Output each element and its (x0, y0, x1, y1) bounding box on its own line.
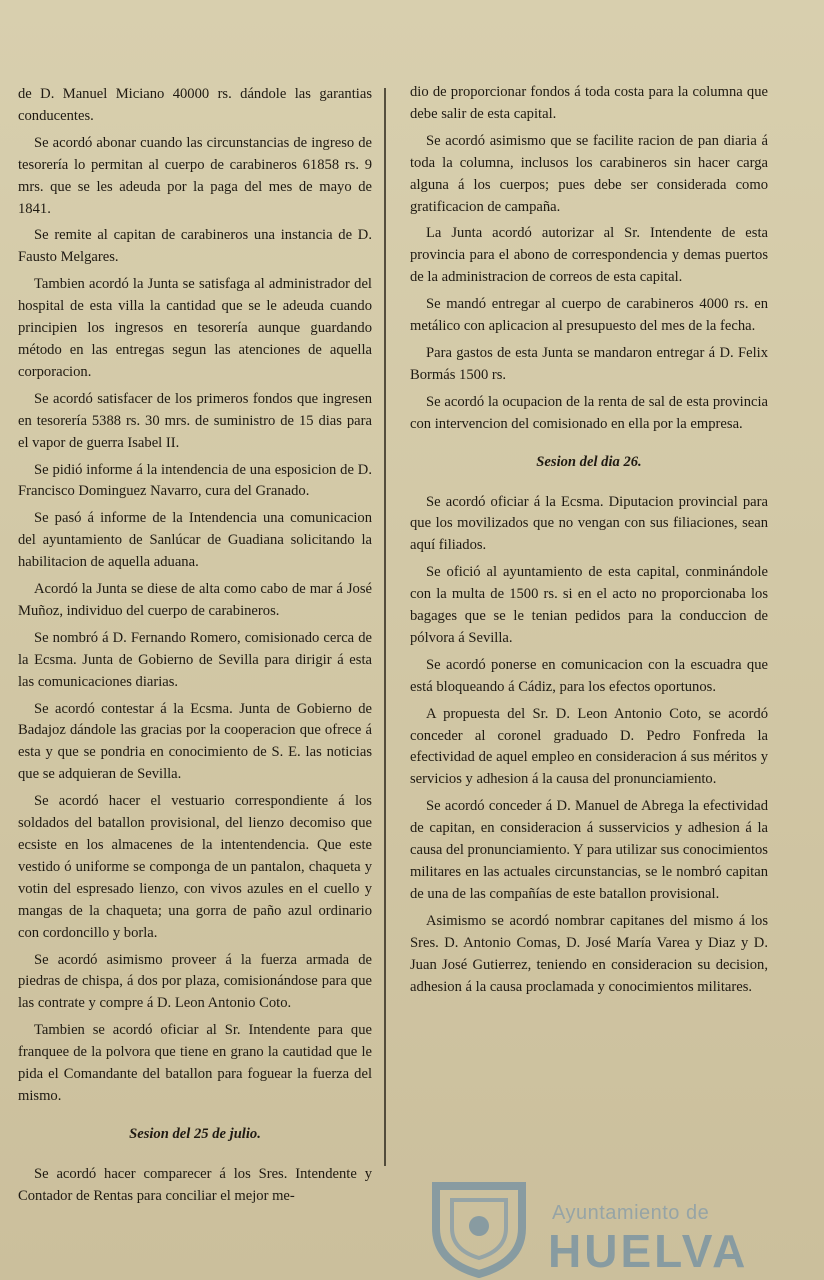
paragraph: La Junta acordó autorizar al Sr. Intendente de esta provincia para el abono de correspondencia y demas puertos de la administracion de correos de esta capital. (410, 225, 768, 286)
paragraph: Se acordó contestar á la Ecsma. Junta de Gobierno de Badajoz dándole las gracias por la cooperacion que ofrece á esta y que se pondria en conocimiento de S. E. las noticias que se adquieran de Sevilla. (18, 700, 372, 783)
paragraph: Para gastos de esta Junta se mandaron entregar á D. Felix Bormás 1500 rs. (410, 344, 768, 383)
paragraph: Se acordó oficiar á la Ecsma. Diputacion provincial para que los movilizados que no vengan con sus filiaciones, sean aquí filiados. (410, 493, 768, 554)
paragraph: Se acordó hacer el vestuario correspondiente á los soldados del batallon provisional, del lienzo decomiso que ecsiste en los almacenes de la intentendencia. Que este vestido ó uniforme se componga de un pantalon, chaqueta y votin del espresado lienzo, con vivos azules en el cuello y mangas de la chaqueta; una gorra de paño azul ordinario con cordoncillo y borla. (18, 793, 372, 941)
watermark (418, 1160, 748, 1280)
paragraph: Se remite al capitan de carabineros una instancia de D. Fausto Melgares. (18, 227, 372, 266)
session-heading: Sesion del dia 26. (536, 453, 642, 470)
paragraph: Se acordó asimismo que se facilite racion de pan diaria á toda la columna, inclusos los carabineros sin hacer carga alguna á los cuerpos; pues debe ser considerada como gratificacion de campaña. (410, 132, 768, 215)
coat-of-arms-icon (424, 1178, 534, 1278)
paragraph: Se nombró á D. Fernando Romero, comisionado cerca de la Ecsma. Junta de Gobierno de Sevilla para dirigir á esta las comunicaciones diarias. (18, 629, 372, 690)
paragraph: Se pidió informe á la intendencia de una esposicion de D. Francisco Dominguez Navarro, cura del Granado. (18, 461, 372, 500)
paragraph: Asimismo se acordó nombrar capitanes del mismo á los Sres. D. Antonio Comas, D. José María Varea y Diaz y D. Juan José Gutierrez, teniendo en consideracion su decision, adhesion á la causa proclamada y conocimientos militares. (410, 912, 768, 995)
paragraph: Tambien se acordó oficiar al Sr. Intendente para que franquee de la polvora que tiene en grano la cautidad que le pida el Comandante del batallon para foguear la fuerza del mismo. (18, 1022, 372, 1104)
left-column (18, 84, 372, 1213)
paragraph: Se acordó satisfacer de los primeros fondos que ingresen en tesorería 5388 rs. 30 mrs. de suministro de 15 dias para el vapor de guerra Isabel II. (18, 390, 372, 451)
paragraph: Se acordó la ocupacion de la renta de sal de esta provincia con intervencion del comisionado en ella por la empresa. (410, 393, 768, 432)
watermark-title: HUELVA (548, 1225, 749, 1277)
paragraph: Acordó la Junta se diese de alta como cabo de mar á José Muñoz, individuo del cuerpo de carabineros. (18, 581, 372, 619)
paragraph: Se acordó asimismo proveer á la fuerza armada de piedras de chispa, á dos por plaza, comisionándose para que las contrate y compre á D. Leon Antonio Coto. (18, 951, 372, 1012)
paragraph: Se acordó abonar cuando las circunstancias de ingreso de tesorería lo permitan al cuerpo de carabineros 61858 rs. 9 mrs. que se les adeuda por la paga del mes de mayo de 1841. (18, 134, 372, 217)
paragraph: Tambien acordó la Junta se satisfaga al administrador del hospital de esta villa la cantidad que se le adeuda cuando principien los ingresos en tesorería aunque guardando método en las entregas segun las atenciones de aquella corporacion. (18, 276, 372, 380)
paragraph: A propuesta del Sr. D. Leon Antonio Coto, se acordó conceder al coronel graduado D. Pedro Fonfreda la efectividad de aquel empleo en consideracion á sus méritos y servicios y adhesion á la causa del pronunciamiento. (410, 705, 768, 788)
paragraph: Se ofició al ayuntamiento de esta capital, conminándole con la multa de 1500 rs. si en el acto no proporcionaba los bagages que se le tenian pedidos para la conduccion de pólvora á Sevilla. (410, 564, 768, 646)
paragraph: Se pasó á informe de la Intendencia una comunicacion del ayuntamiento de Sanlúcar de Guadiana solicitando la habilitacion de aquella aduana. (18, 510, 372, 571)
paragraph: Se acordó ponerse en comunicacion con la escuadra que está bloqueando á Cádiz, para los efectos oportunos. (410, 656, 768, 695)
watermark-subtitle: Ayuntamiento de (552, 1202, 710, 1224)
paragraph: Se acordó hacer comparecer á los Sres. Intendente y Contador de Rentas para conciliar el mejor me- (18, 1165, 372, 1204)
continued-paragraph: de D. Manuel Miciano 40000 rs. dándole las garantias conducentes. (18, 86, 372, 124)
paragraph: Se acordó conceder á D. Manuel de Abrega la efectividad de capitan, en consideracion á susservicios y adhesion á la causa del pronunciamiento. Y para utilizar sus conocimientos militares en las actuales circunstancias, se le nombró capitan de una de las compañías de este batallon provisional. (410, 798, 768, 902)
column-divider (384, 88, 386, 1166)
right-column (410, 82, 768, 1003)
continued-paragraph: dio de proporcionar fondos á toda costa para la columna que debe salir de esta capital. (410, 84, 768, 122)
session-heading: Sesion del 25 de julio. (129, 1125, 261, 1142)
paragraph: Se mandó entregar al cuerpo de carabineros 4000 rs. en metálico con aplicacion al presupuesto del mes de la fecha. (410, 296, 768, 335)
